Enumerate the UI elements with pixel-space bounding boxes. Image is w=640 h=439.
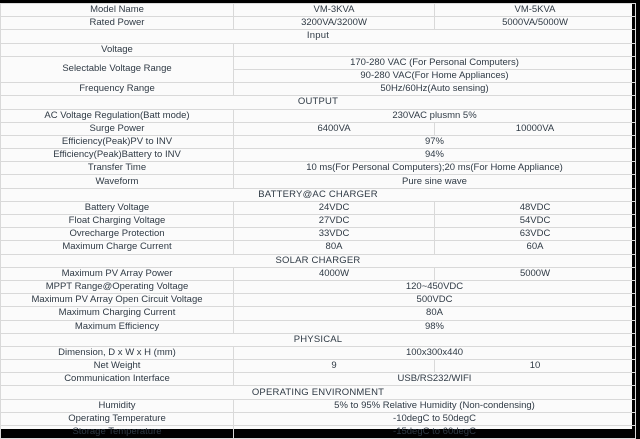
- table-row: [1, 320, 636, 333]
- cell-value: 230VAC plusmn 5%: [234, 109, 636, 122]
- cell-value: 500VDC: [234, 294, 636, 307]
- row-label: Efficiency(Peak)PV to INV: [1, 135, 234, 148]
- table-row: [1, 241, 636, 254]
- row-label: Communication Interface: [1, 373, 234, 386]
- cell-value-5kva: 54VDC: [435, 215, 636, 228]
- table-row: [1, 228, 636, 241]
- table-row: [1, 360, 636, 373]
- row-label: Waveform: [1, 175, 234, 188]
- table-row: [1, 122, 636, 135]
- table-row: [1, 280, 636, 293]
- section-title: OPERATING ENVIRONMENT: [1, 386, 636, 399]
- row-label: Surge Power: [1, 122, 234, 135]
- cell-value-3kva: 9: [234, 360, 435, 373]
- cell-value: 170-280 VAC (For Personal Computers): [234, 56, 636, 69]
- row-label: Battery Voltage: [1, 201, 234, 214]
- row-label: Rated Power: [1, 17, 234, 30]
- cell-value-3kva: 24VDC: [234, 201, 435, 214]
- row-label: Storage Temperature: [1, 426, 234, 439]
- row-label: Ovrecharge Protection: [1, 228, 234, 241]
- table-row: [1, 267, 636, 280]
- cell-value: [234, 43, 636, 56]
- cell-value-3kva: 27VDC: [234, 215, 435, 228]
- row-label: Efficiency(Peak)Battery to INV: [1, 149, 234, 162]
- header-label: Model Name: [1, 4, 234, 17]
- cell-value: 5% to 95% Relative Humidity (Non-condensing): [234, 399, 636, 412]
- table-row: [1, 201, 636, 214]
- section-title: SOLAR CHARGER: [1, 254, 636, 267]
- table-row: [1, 412, 636, 425]
- spec-sheet: [0, 3, 632, 438]
- section-header-row: [1, 188, 636, 201]
- section-header-row: [1, 333, 636, 346]
- row-label: Voltage: [1, 43, 234, 56]
- section-header-row: [1, 254, 636, 267]
- section-header-row: [1, 96, 636, 109]
- model-3kva: VM-3KVA: [234, 4, 435, 17]
- table-row: [1, 399, 636, 412]
- row-label: MPPT Range@Operating Voltage: [1, 280, 234, 293]
- table-row: [1, 56, 636, 69]
- cell-value: 50Hz/60Hz(Auto sensing): [234, 83, 636, 96]
- table-row: [1, 149, 636, 162]
- section-title: OUTPUT: [1, 96, 636, 109]
- section-title: Input: [1, 30, 636, 43]
- row-label: Float Charging Voltage: [1, 215, 234, 228]
- row-label: Maximum Efficiency: [1, 320, 234, 333]
- cell-value-3kva: 4000W: [234, 267, 435, 280]
- row-label: Maximum Charge Current: [1, 241, 234, 254]
- cell-value-3kva: 6400VA: [234, 122, 435, 135]
- table-row: [1, 135, 636, 148]
- table-row: [1, 373, 636, 386]
- row-label: Maximum PV Array Open Circuit Voltage: [1, 294, 234, 307]
- cell-value: Pure sine wave: [234, 175, 636, 188]
- row-label: Dimension, D x W x H (mm): [1, 346, 234, 359]
- cell-value-5kva: 48VDC: [435, 201, 636, 214]
- cell-value-5kva: 10: [435, 360, 636, 373]
- table-row: [1, 307, 636, 320]
- cell-value: 90-280 VAC(For Home Appliances): [234, 69, 636, 82]
- spec-table: [0, 3, 636, 439]
- row-label: Frequency Range: [1, 83, 234, 96]
- cell-value-5kva: 10000VA: [435, 122, 636, 135]
- table-row: [1, 346, 636, 359]
- table-row: [1, 162, 636, 175]
- cell-value: 94%: [234, 149, 636, 162]
- cell-value-5kva: 5000VA/5000W: [435, 17, 636, 30]
- row-label: AC Voltage Regulation(Batt mode): [1, 109, 234, 122]
- cell-value-3kva: 80A: [234, 241, 435, 254]
- cell-value-3kva: 33VDC: [234, 228, 435, 241]
- row-label: Humidity: [1, 399, 234, 412]
- cell-value: -15degC to 60degC: [234, 426, 636, 439]
- row-label: Maximum PV Array Power: [1, 267, 234, 280]
- cell-value: 10 ms(For Personal Computers);20 ms(For Home Appliance): [234, 162, 636, 175]
- row-label: Transfer Time: [1, 162, 234, 175]
- table-row: [1, 294, 636, 307]
- table-row: [1, 4, 636, 17]
- table-row: [1, 426, 636, 439]
- row-label: Net Weight: [1, 360, 234, 373]
- section-title: BATTERY@AC CHARGER: [1, 188, 636, 201]
- model-5kva: VM-5KVA: [435, 4, 636, 17]
- cell-value: 80A: [234, 307, 636, 320]
- table-row: [1, 17, 636, 30]
- cell-value: 100x300x440: [234, 346, 636, 359]
- cell-value: USB/RS232/WIFI: [234, 373, 636, 386]
- table-row: [1, 215, 636, 228]
- row-label: Maximum Charging Current: [1, 307, 234, 320]
- cell-value-5kva: 60A: [435, 241, 636, 254]
- section-header-row: [1, 30, 636, 43]
- cell-value: 97%: [234, 135, 636, 148]
- cell-value: 98%: [234, 320, 636, 333]
- cell-value-5kva: 5000W: [435, 267, 636, 280]
- row-label: Operating Temperature: [1, 412, 234, 425]
- table-row: [1, 43, 636, 56]
- cell-value: 120~450VDC: [234, 280, 636, 293]
- cell-value-5kva: 63VDC: [435, 228, 636, 241]
- table-row: [1, 175, 636, 188]
- cell-value: -10degC to 50degC: [234, 412, 636, 425]
- table-row: [1, 83, 636, 96]
- cell-value-3kva: 3200VA/3200W: [234, 17, 435, 30]
- section-header-row: [1, 386, 636, 399]
- table-row: [1, 109, 636, 122]
- section-title: PHYSICAL: [1, 333, 636, 346]
- row-label: Selectable Voltage Range: [1, 56, 234, 82]
